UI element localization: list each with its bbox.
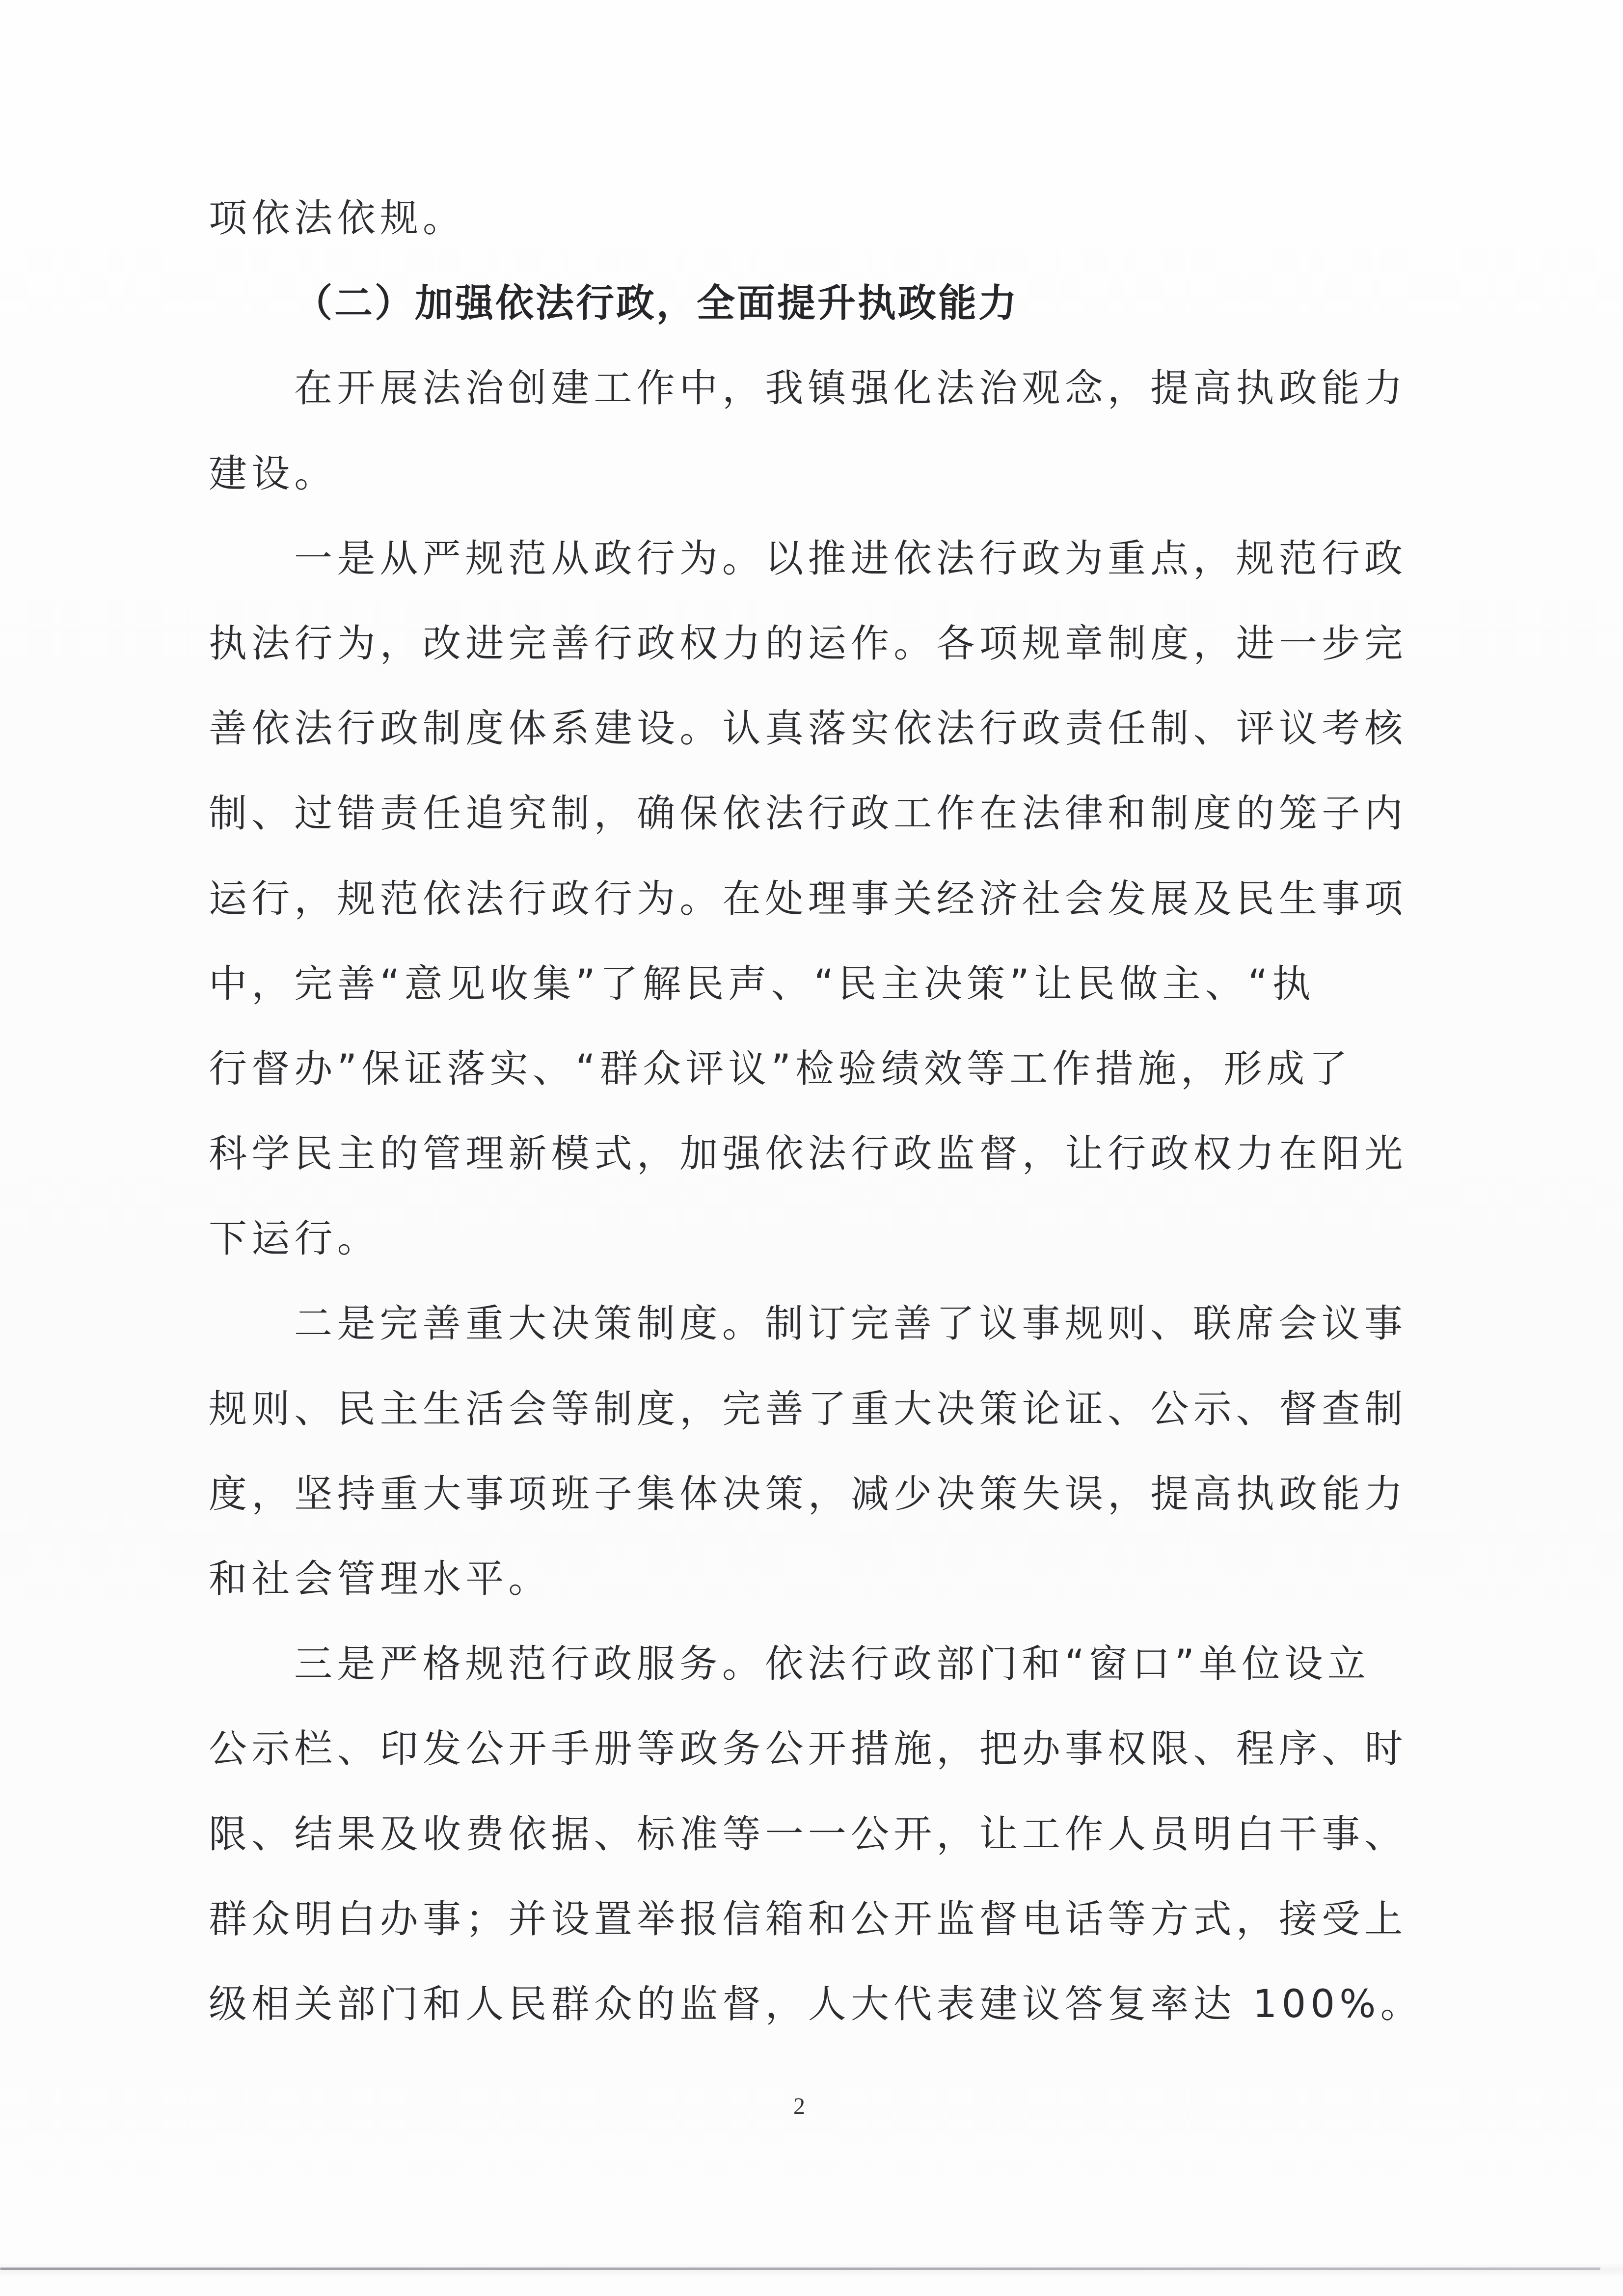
paragraph-line: 下运行。 <box>209 1217 380 1261</box>
paragraph-line: 规则、民主生活会等制度，完善了重大决策论证、公示、督查制 <box>209 1387 1407 1431</box>
paragraph-line: 度，坚持重大事项班子集体决策，减少决策失误，提高执政能力 <box>209 1472 1407 1516</box>
paragraph-line: 级相关部门和人民群众的监督，人大代表建议答复率达 100%。 <box>209 1982 1423 2026</box>
paragraph-line: 执法行为，改进完善行政权力的运作。各项规章制度，进一步完 <box>209 621 1407 666</box>
scan-edge-line <box>0 2268 1600 2270</box>
paragraph-line: 二是完善重大决策制度。制订完善了议事规则、联席会议事 <box>294 1302 1407 1346</box>
paragraph-line: 公示栏、印发公开手册等政务公开措施，把办事权限、程序、时 <box>209 1727 1407 1772</box>
page-number: 2 <box>793 2093 805 2119</box>
paragraph-line: 三是严格规范行政服务。依法行政部门和“窗口”单位设立 <box>294 1642 1371 1687</box>
paragraph-line: 建设。 <box>209 451 337 496</box>
paragraph-line: 中，完善“意见收集”了解民声、“民主决策”让民做主、“执 <box>209 961 1315 1006</box>
paragraph-line: 在开展法治创建工作中，我镇强化法治观念，提高执政能力 <box>294 366 1407 411</box>
paragraph-line: 一是从严规范从政行为。以推进依法行政为重点，规范行政 <box>294 536 1407 581</box>
paragraph-line: 群众明白办事；并设置举报信箱和公开监督电话等方式，接受上 <box>209 1897 1407 1941</box>
paragraph-line: 善依法行政制度体系建设。认真落实依法行政责任制、评议考核 <box>209 707 1407 751</box>
scan-edge-shadow <box>0 2263 1623 2277</box>
paragraph-line: 运行，规范依法行政行为。在处理事关经济社会发展及民生事项 <box>209 876 1407 921</box>
paragraph-line: 科学民主的管理新模式，加强依法行政监督，让行政权力在阳光 <box>209 1132 1407 1176</box>
paragraph-line: 限、结果及收费依据、标准等一一公开，让工作人员明白干事、 <box>209 1812 1407 1857</box>
paragraph-line: 行督办”保证落实、“群众评议”检验绩效等工作措施，形成了 <box>209 1046 1352 1091</box>
section-heading: （二）加强依法行政，全面提升执政能力 <box>294 281 1019 326</box>
paragraph-line: 和社会管理水平。 <box>209 1557 551 1601</box>
paragraph-line: 项依法依规。 <box>209 196 466 241</box>
paragraph-line: 制、过错责任追究制，确保依法行政工作在法律和制度的笼子内 <box>209 792 1407 836</box>
document-body <box>209 191 1423 2061</box>
